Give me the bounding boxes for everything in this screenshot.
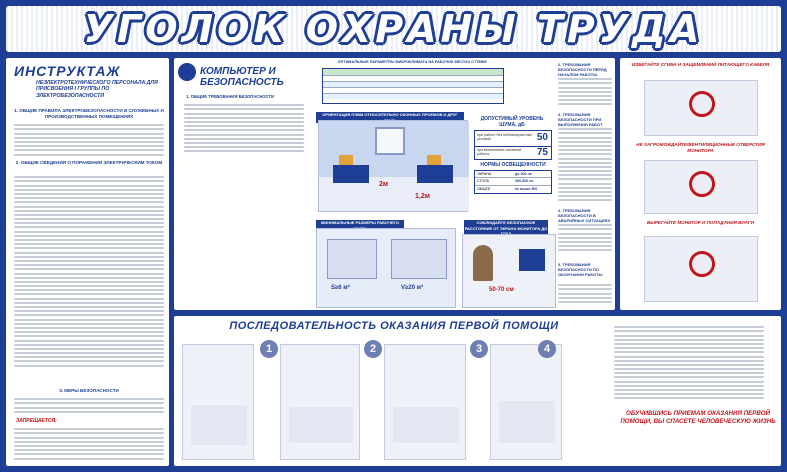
- first-aid-heading: ПОСЛЕДОВАТЕЛЬНОСТЬ ОКАЗАНИЯ ПЕРВОЙ ПОМОЩИ: [229, 320, 559, 332]
- lighting-table: ЭКРАНА до 300 лк СТОЛА 300-500 лк ОБЩЕЕ не выше 500: [474, 170, 552, 194]
- area-s-label: S≥6 м²: [331, 285, 350, 291]
- volume-v-label: V≥20 м³: [401, 285, 424, 291]
- microclimate-table-title: ОПТИМАЛЬНЫЕ ПАРАМЕТРЫ МИКРОКЛИМАТА НА РАБОЧИХ МЕСТАХ С ПЭВМ: [337, 60, 487, 64]
- min-sizes-title: МИНИМАЛЬНЫЕ РАЗМЕРЫ РАБОЧЕГО: [316, 220, 404, 231]
- victim-illustration: [499, 401, 555, 443]
- orientation-title: ОРИЕНТАЦИЯ ПЭВМ ОТНОСИТЕЛЬНО ОКОННЫХ ПРОЕМОВ И ДРУГ: [316, 112, 464, 123]
- no-entry-icon: [689, 171, 715, 197]
- computer-safety-panel: [174, 58, 615, 310]
- distance-2m-label: 2м: [379, 181, 389, 188]
- noise-title: ДОПУСТИМЫЙ УРОВЕНЬ ШУМА, дБ: [480, 116, 544, 128]
- noise-other-label: при выполнении основной работы: [477, 148, 522, 157]
- monitor-icon: [519, 249, 545, 271]
- step-number-3: 3: [470, 340, 488, 358]
- desk-icon: [417, 165, 453, 183]
- poster-title: УГОЛОК ОХРАНЫ ТРУДА: [83, 7, 704, 51]
- forbidden-label: ЗАПРЕЩАЕТСЯ:: [16, 418, 57, 424]
- victim-illustration: [191, 405, 247, 445]
- lighting-title: НОРМЫ ОСВЕЩЕННОСТИ: [480, 162, 546, 168]
- noise-main-value: 50: [536, 132, 548, 143]
- noise-box: [474, 130, 552, 160]
- monitor-icon: [339, 155, 353, 165]
- microclimate-table: [322, 68, 504, 104]
- screen-distance-title: СОБЛЮДАЙТЕ БЕЗОПАСНОЕ РАССТОЯНИЕ ОТ ЭКРАНА МОНИТОРА ДО: [464, 220, 548, 237]
- no-entry-icon: [689, 91, 715, 117]
- general-requirements: 1. ОБЩИЕ ТРЕБОВАНИЯ БЕЗОПАСНОСТИ: [186, 94, 274, 99]
- first-aid-step-1: [182, 344, 254, 460]
- instruction-subheading: НЕЭЛЕКТРОТЕХНИЧЕСКОГО ПЕРСОНАЛА ДЛЯ ПРИСВОЕНИЯ I ГРУППЫ ПО ЭЛЕКТРОБЕЗОПАСНОСТИ: [36, 80, 158, 99]
- workstation-icon: [391, 239, 447, 279]
- distance-value: 50-70 см: [489, 287, 514, 293]
- noise-other-value: 75: [536, 147, 548, 158]
- step-number-2: 2: [364, 340, 382, 358]
- cable-illustration: [644, 80, 758, 136]
- req-after-work: 5. ТРЕБОВАНИЯ БЕЗОПАСНОСТИ ПО ОКОНЧАНИИ РАБОТЫ: [558, 262, 603, 277]
- desk-icon: [333, 165, 369, 183]
- no-entry-icon: [689, 251, 715, 277]
- first-aid-step-4: [490, 344, 562, 460]
- computer-heading: КОМПЬЮТЕР И БЕЗОПАСНОСТЬ: [200, 66, 284, 88]
- req-during-work: 3. ТРЕБОВАНИЯ БЕЗОПАСНОСТИ ПРИ ВЫПОЛНЕНИИ РАБОТ: [558, 112, 603, 127]
- section-shock-info: 2. ОБЩИЕ СВЕДЕНИЯ О ПОРАЖЕНИИ ЭЛЕКТРИЧЕСКИМ ТОКОМ: [15, 160, 163, 165]
- instruction-panel: [6, 58, 169, 466]
- warning-cable-text: ИЗБЕГАЙТЕ СГИБА И ЗАЩЕМЛЕНИЙ ПИТАЮЩЕГО КАБЕЛЯ: [631, 62, 770, 67]
- window-icon: [375, 127, 405, 155]
- section-general-rules: 1. ОБЩИЕ ПРАВИЛА ЭЛЕКТРОБЕЗОПАСНОСТИ В СЛУЖЕБНЫХ И ПРОИЗВОДСТВЕННЫХ ПОМЕЩЕНИЯХ: [14, 108, 164, 119]
- screen-distance-illustration: [462, 234, 556, 308]
- warning-moisture-text: ВЫРЕГАЙТЕ МОНИТОР И ПОПАДАНИЯ ВЛАГИ: [646, 220, 755, 225]
- office-room-illustration: [318, 120, 468, 212]
- workplace-size-illustration: [316, 228, 456, 308]
- step-number-1: 1: [260, 340, 278, 358]
- warning-cable: [624, 62, 777, 140]
- first-aid-step-3: [384, 344, 466, 460]
- vents-illustration: [644, 160, 758, 214]
- section-safety-measures: 3. МЕРЫ БЕЗОПАСНОСТИ: [59, 388, 119, 393]
- person-icon: [473, 245, 493, 281]
- req-emergency: 4. ТРЕБОВАНИЯ БЕЗОПАСНОСТИ В АВАРИЙНЫХ СИТУАЦИЯХ: [558, 208, 611, 223]
- first-aid-panel: [174, 316, 781, 466]
- monitor-icon: [427, 155, 441, 165]
- first-aid-closing: ОБУЧИВШИСЬ ПРИЕМАМ ОКАЗАНИЯ ПЕРВОЙ ПОМОЩИ, ВЫ СПАСЕТЕ ЧЕЛОВЕЧЕСКУЮ ЖИЗНЬ: [620, 410, 776, 425]
- warning-vents: [624, 142, 777, 218]
- distance-1-2m-label: 1,2м: [415, 193, 430, 200]
- warning-vents-text: НЕ ЗАГРОМОЖДАЙТЕ/ВЕНТИЛЯЦИОННЫЕ ОТВЕРСТИЯ МОНИТОРА: [636, 142, 765, 153]
- first-aid-step-2: [280, 344, 360, 460]
- moisture-illustration: [644, 236, 758, 302]
- instruction-heading: ИНСТРУКТАЖ: [14, 63, 121, 79]
- title-banner: [6, 6, 781, 52]
- victim-illustration: [289, 407, 353, 443]
- workstation-icon: [327, 239, 377, 279]
- noise-main-label: при работе без неблагоприятных условий: [477, 133, 533, 142]
- victim-illustration: [393, 407, 459, 443]
- req-before-work: 2. ТРЕБОВАНИЯ БЕЗОПАСНОСТИ ПЕРЕД НАЧАЛОМ РАБОТЫ: [558, 62, 607, 77]
- warning-moisture: [624, 220, 777, 306]
- warnings-panel: [620, 58, 781, 310]
- step-number-4: 4: [538, 340, 556, 358]
